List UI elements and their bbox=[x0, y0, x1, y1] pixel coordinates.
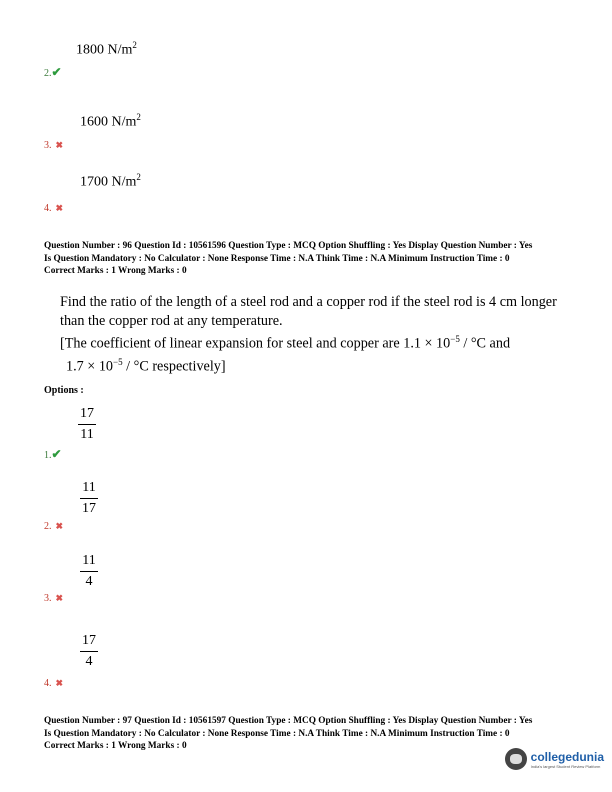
option-fraction: 17 11 bbox=[80, 406, 94, 442]
cross-icon: ✖ bbox=[55, 203, 64, 213]
question-text: Find the ratio of the length of a steel rod and a copper rod if the steel rod is 4 cm longer than the copper rod at any temperature. [The coefficient of linear expansion for steel and copper are $1.1 \times 10^{-5} / ^\circ C$ and $1.7 \times 10^{-5} / ^\circ C$ respectively] bbox=[60, 294, 557, 375]
check-icon: ✔ bbox=[51, 447, 62, 461]
option-number: 2. ✖ bbox=[44, 521, 64, 532]
option-fraction: 11 17 bbox=[82, 480, 96, 516]
option-value: 1700 $N/m^2$ bbox=[80, 172, 141, 190]
question-meta: Question Number : 96 Question Id : 10561596 Question Type : MCQ Option Shuffling : Yes Display Question Number : Yes Is Question Mandatory : No Calculator : None Response Time : N.A Think Time : N.A Minimum Instruction Time : 0 Correct Marks : 1 Wrong Marks : 0 bbox=[44, 241, 533, 277]
options-label: Options : bbox=[44, 385, 84, 396]
option-number: 2.✔ bbox=[44, 65, 62, 79]
question-meta: Question Number : 97 Question Id : 10561597 Question Type : MCQ Option Shuffling : Yes Display Question Number : Yes Is Question Mandatory : No Calculator : None Response Time : N.A Think Time : N.A Minimum Instruction Time : 0 Correct Marks : 1 Wrong Marks : 0 bbox=[44, 716, 533, 752]
option-value: 1600 $N/m^2$ bbox=[80, 112, 141, 130]
collegedunia-logo: collegedunia India's largest Student Review Platform bbox=[505, 748, 604, 770]
option-number: 4. ✖ bbox=[44, 203, 64, 214]
cross-icon: ✖ bbox=[55, 678, 64, 688]
mascot-icon bbox=[505, 748, 527, 770]
option-number: 4. ✖ bbox=[44, 678, 64, 689]
cross-icon: ✖ bbox=[55, 521, 64, 531]
cross-icon: ✖ bbox=[55, 593, 64, 603]
option-number: 1.✔ bbox=[44, 447, 62, 461]
option-fraction: 17 4 bbox=[82, 633, 96, 669]
option-fraction: 11 4 bbox=[80, 553, 98, 590]
option-number: 3. ✖ bbox=[44, 140, 64, 151]
option-number: 3. ✖ bbox=[44, 593, 64, 604]
check-icon: ✔ bbox=[51, 65, 62, 79]
cross-icon: ✖ bbox=[55, 140, 64, 150]
option-value: 1800 $N/m^2$ bbox=[76, 40, 137, 58]
